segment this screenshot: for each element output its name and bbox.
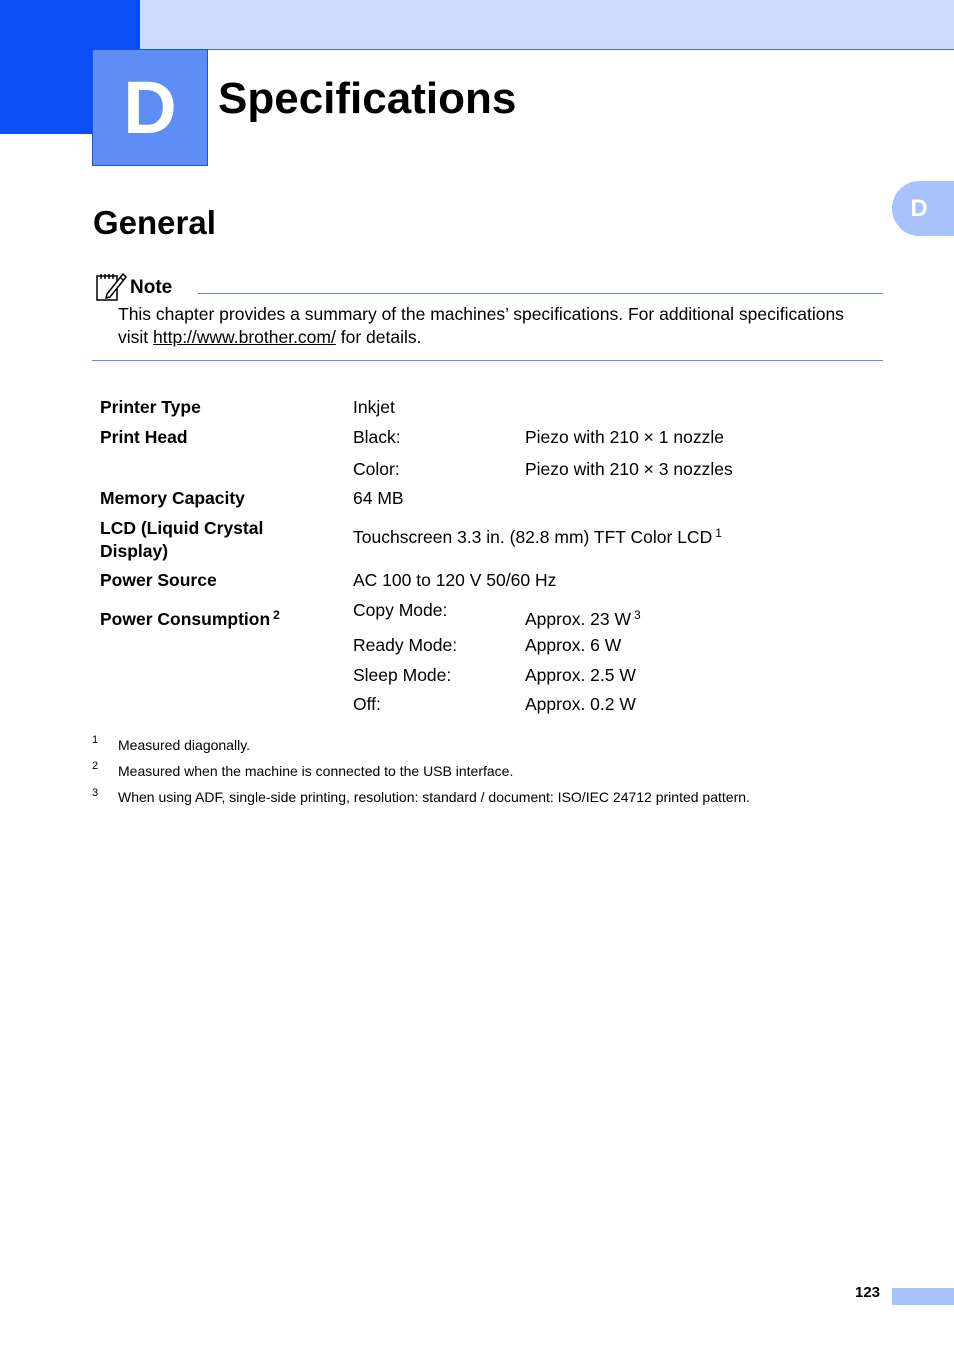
note-text — [118, 303, 888, 349]
section-title: General — [93, 204, 216, 241]
page-number-bar — [892, 1288, 954, 1305]
spec-value-color: Piezo with 210 × 3 nozzles — [525, 459, 733, 479]
note-divider-bottom — [92, 360, 883, 361]
spec-sublabel-ready-mode: Ready Mode: — [353, 635, 458, 655]
spec-sublabel-sleep-mode: Sleep Mode: — [353, 665, 452, 685]
spec-label-printer-type: Printer Type — [100, 397, 201, 417]
spec-value-ready-mode: Approx. 6 W — [525, 635, 622, 655]
chapter-letter: D — [123, 66, 177, 149]
spec-label-print-head: Print Head — [100, 427, 188, 447]
footnote-text: Measured diagonally. — [118, 737, 251, 753]
spec-value-printer-type: Inkjet — [353, 397, 395, 417]
note-divider-top — [198, 293, 883, 294]
spec-value-sleep-mode: Approx. 2.5 W — [525, 665, 636, 685]
page-number: 123 — [855, 1284, 881, 1301]
note-label: Note — [130, 277, 173, 298]
side-chapter-tab[interactable] — [892, 181, 954, 236]
footnote-number: 1 — [92, 734, 99, 746]
spec-label-lcd — [100, 517, 263, 563]
chapter-title: Specifications — [218, 74, 517, 123]
side-tab-letter: D — [910, 194, 928, 222]
note-text-prefix: visit — [118, 327, 153, 347]
spec-sublabel-off: Off: — [353, 694, 381, 714]
spec-sublabel-color: Color: — [353, 459, 400, 479]
chapter-letter-box — [92, 49, 208, 166]
note-pencil-icon — [95, 270, 127, 302]
header-band — [140, 0, 954, 50]
spec-label-power-source: Power Source — [100, 570, 217, 590]
spec-value-power-source: AC 100 to 120 V 50/60 Hz — [353, 570, 557, 590]
footnote-ref-1: 1 — [715, 526, 722, 540]
spec-label-lcd-line1: LCD (Liquid Crystal — [100, 518, 264, 538]
spec-label-power-consumption — [100, 604, 280, 631]
spec-value-off: Approx. 0.2 W — [525, 694, 636, 714]
footnote-text: When using ADF, single-side printing, resolution: standard / document: ISO/IEC 24712 printed pattern. — [118, 789, 750, 805]
brother-website-link[interactable]: http://www.brother.com/ — [153, 327, 336, 347]
note-text-line1: This chapter provides a summary of the machines’ specifications. For additional specifications — [118, 304, 844, 324]
spec-sublabel-black: Black: — [353, 427, 401, 447]
footnote-number: 3 — [92, 787, 99, 799]
spec-value-memory: 64 MB — [353, 488, 404, 508]
spec-value-copy-mode — [525, 604, 641, 631]
note-text-suffix: for details. — [335, 327, 422, 347]
spec-value-copy-mode-text: Approx. 23 W — [525, 609, 632, 629]
spec-label-memory: Memory Capacity — [100, 488, 245, 508]
footnote-ref-2: 2 — [273, 608, 280, 622]
spec-value-lcd — [353, 522, 722, 549]
footnote-ref-3: 3 — [634, 608, 641, 622]
footnote-number: 2 — [92, 760, 99, 772]
spec-value-black: Piezo with 210 × 1 nozzle — [525, 427, 724, 447]
spec-sublabel-copy-mode: Copy Mode: — [353, 600, 448, 620]
spec-value-lcd-text: Touchscreen 3.3 in. (82.8 mm) TFT Color LCD — [353, 527, 713, 547]
footnote-text: Measured when the machine is connected to the USB interface. — [118, 763, 514, 779]
spec-label-power-consumption-text: Power Consumption — [100, 609, 271, 629]
spec-label-lcd-line2: Display) — [100, 541, 169, 561]
